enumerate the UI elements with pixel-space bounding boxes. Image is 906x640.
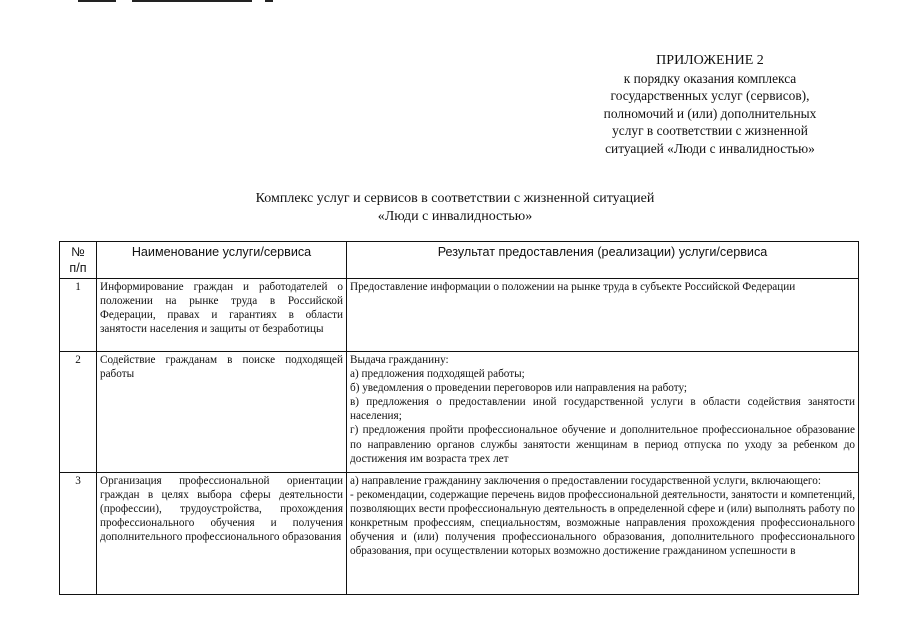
table-header-row xyxy=(60,242,859,279)
appendix-line: услуг в соответствии с жизненной xyxy=(612,123,808,139)
row-number: 2 xyxy=(60,352,97,473)
header-number-sub: п/п xyxy=(69,261,87,275)
title-line: «Люди с инвалидностью» xyxy=(377,208,533,224)
service-result xyxy=(347,473,859,595)
table-row xyxy=(60,352,859,473)
appendix-line: полномочий и (или) дополнительных xyxy=(603,105,817,121)
service-name: Организация профессиональной ориентации граждан в целях выбора сферы деятельности (профессии), трудоустройства, прохождения профессионального обучения и получения дополнительного профессионального образования xyxy=(97,473,347,595)
header-result: Результат предоставления (реализации) услуги/сервиса xyxy=(347,242,859,279)
appendix-block xyxy=(560,52,860,158)
result-line: г) предложения пройти профессиональное обучение и дополнительное профессиональное образование по направлению органов службы занятости женщинам в период отпуска по уходу за ребенком до достижения им возраста трех лет xyxy=(350,424,855,465)
result-line: - рекомендации, содержащие перечень видов профессиональной деятельности, занятости и компетенций, позволяющих вести профессиональную деятельность в определенной сфере и (или) выполнять работу по конкретным профессиям, специальностям, возможные направления прохождения профессионального обучения и (или) получения профессионального образования, дополнительного профессионального образования, при осуществлении которых возможно достижение гражданином успешности в xyxy=(350,489,855,558)
appendix-line: государственных услуг (сервисов), xyxy=(610,88,810,104)
appendix-line: ситуацией «Люди с инвалидностью» xyxy=(605,140,815,156)
scan-artifact-line xyxy=(265,0,273,2)
header-number xyxy=(60,242,97,279)
result-line: а) направление гражданину заключения о предоставлении государственной услуги, включающего: xyxy=(350,475,821,487)
services-table xyxy=(59,241,859,595)
document-title xyxy=(200,190,710,225)
table-row xyxy=(60,473,859,595)
header-service-name: Наименование услуги/сервиса xyxy=(97,242,347,279)
title-line: Комплекс услуг и сервисов в соответствии с жизненной ситуацией xyxy=(255,191,655,206)
result-line: а) предложения подходящей работы; xyxy=(350,368,525,381)
service-name: Информирование граждан и работодателей о положении на рынке труда в Российской Федерации, правах и гарантиях в области занятости населения и защиты от безработицы xyxy=(97,279,347,352)
appendix-heading: ПРИЛОЖЕНИЕ 2 xyxy=(656,53,764,68)
service-name: Содействие гражданам в поиске подходящей работы xyxy=(97,352,347,473)
result-line: Предоставление информации о положении на рынке труда в субъекте Российской Федерации xyxy=(350,281,796,293)
result-line: в) предложения о предоставлении иной государственной услуги в области содействия занятости населения; xyxy=(350,396,855,423)
result-line: б) уведомления о проведении переговоров или направления на работу; xyxy=(350,382,688,395)
appendix-line: к порядку оказания комплекса xyxy=(623,70,797,86)
scan-artifact-line xyxy=(78,0,116,2)
service-result xyxy=(347,352,859,473)
scan-artifact-line xyxy=(132,0,252,2)
header-number-sign: № xyxy=(71,245,85,259)
service-result xyxy=(347,279,859,352)
table-row xyxy=(60,279,859,352)
result-line: Выдача гражданину: xyxy=(350,354,449,366)
row-number: 1 xyxy=(60,279,97,352)
row-number: 3 xyxy=(60,473,97,595)
